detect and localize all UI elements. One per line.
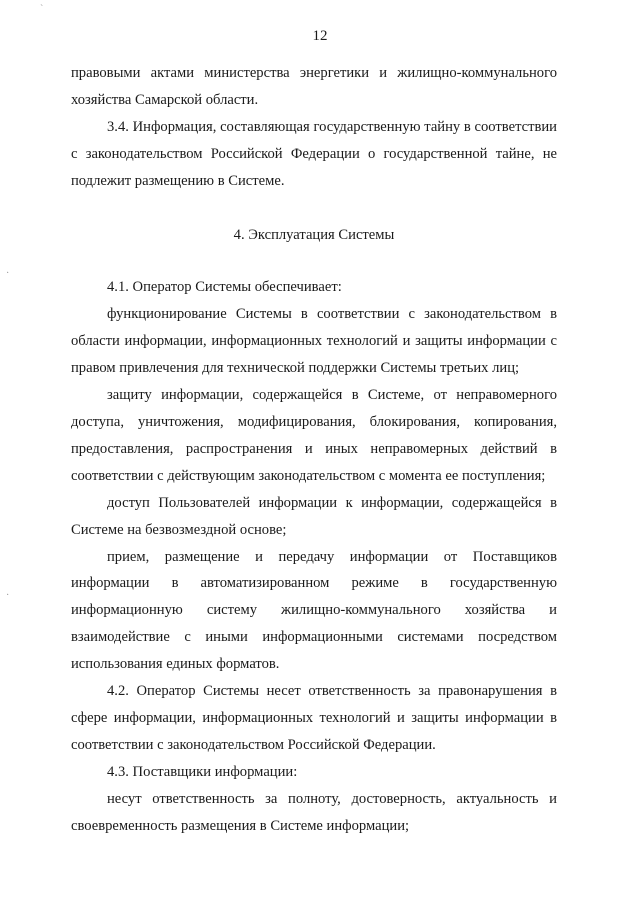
paragraph: несут ответственность за полноту, достоверность, актуальность и своевременность размещения в Системе информации; — [71, 790, 557, 834]
scan-mark: · — [6, 268, 10, 279]
paragraph: 4.1. Оператор Системы обеспечивает: — [107, 279, 342, 296]
paragraph: прием, размещение и передачу информации от Поставщиков информации в автоматизированном режиме в государственную информационную систему жилищно-коммунального хозяйства и взаимодействие с иными информационными системами посредством использования единых форматов. — [71, 548, 557, 673]
paragraph: функционирование Системы в соответствии с законодательством в области информации, информационных технологий и защиты информации с правом привлечения для технической поддержки Системы третьих лиц; — [71, 306, 557, 377]
paragraph: защиту информации, содержащейся в Системе, от неправомерного доступа, уничтожения, модифицирования, блокирования, копирования, предоставления, распространения и иных неправомерных действий в соответствии с действующим законодательством с момента ее поступления; — [71, 387, 557, 484]
paragraph: доступ Пользователей информации к информации, содержащейся в Системе на безвозмездной основе; — [71, 494, 557, 538]
paragraph: правовыми актами министерства энергетики и жилищно-коммунального хозяйства Самарской области. — [71, 65, 557, 108]
scan-mark: · — [6, 590, 10, 601]
paragraph: 4.2. Оператор Системы несет ответственность за правонарушения в сфере информации, информационных технологий и защиты информации в соответствии с законодательством Российской Федерации. — [71, 683, 557, 753]
scan-mark: ˋ — [40, 4, 44, 15]
page-number: 12 — [312, 28, 328, 44]
section-heading: 4. Эксплуатация Системы — [233, 226, 395, 243]
paragraph: 4.3. Поставщики информации: — [107, 763, 298, 780]
document-body — [71, 60, 557, 839]
paragraph: 3.4. Информация, составляющая государственную тайну в соответствии с законодательством Российской Федерации о государственной тайне, не подлежит размещению в Системе. — [71, 118, 557, 189]
